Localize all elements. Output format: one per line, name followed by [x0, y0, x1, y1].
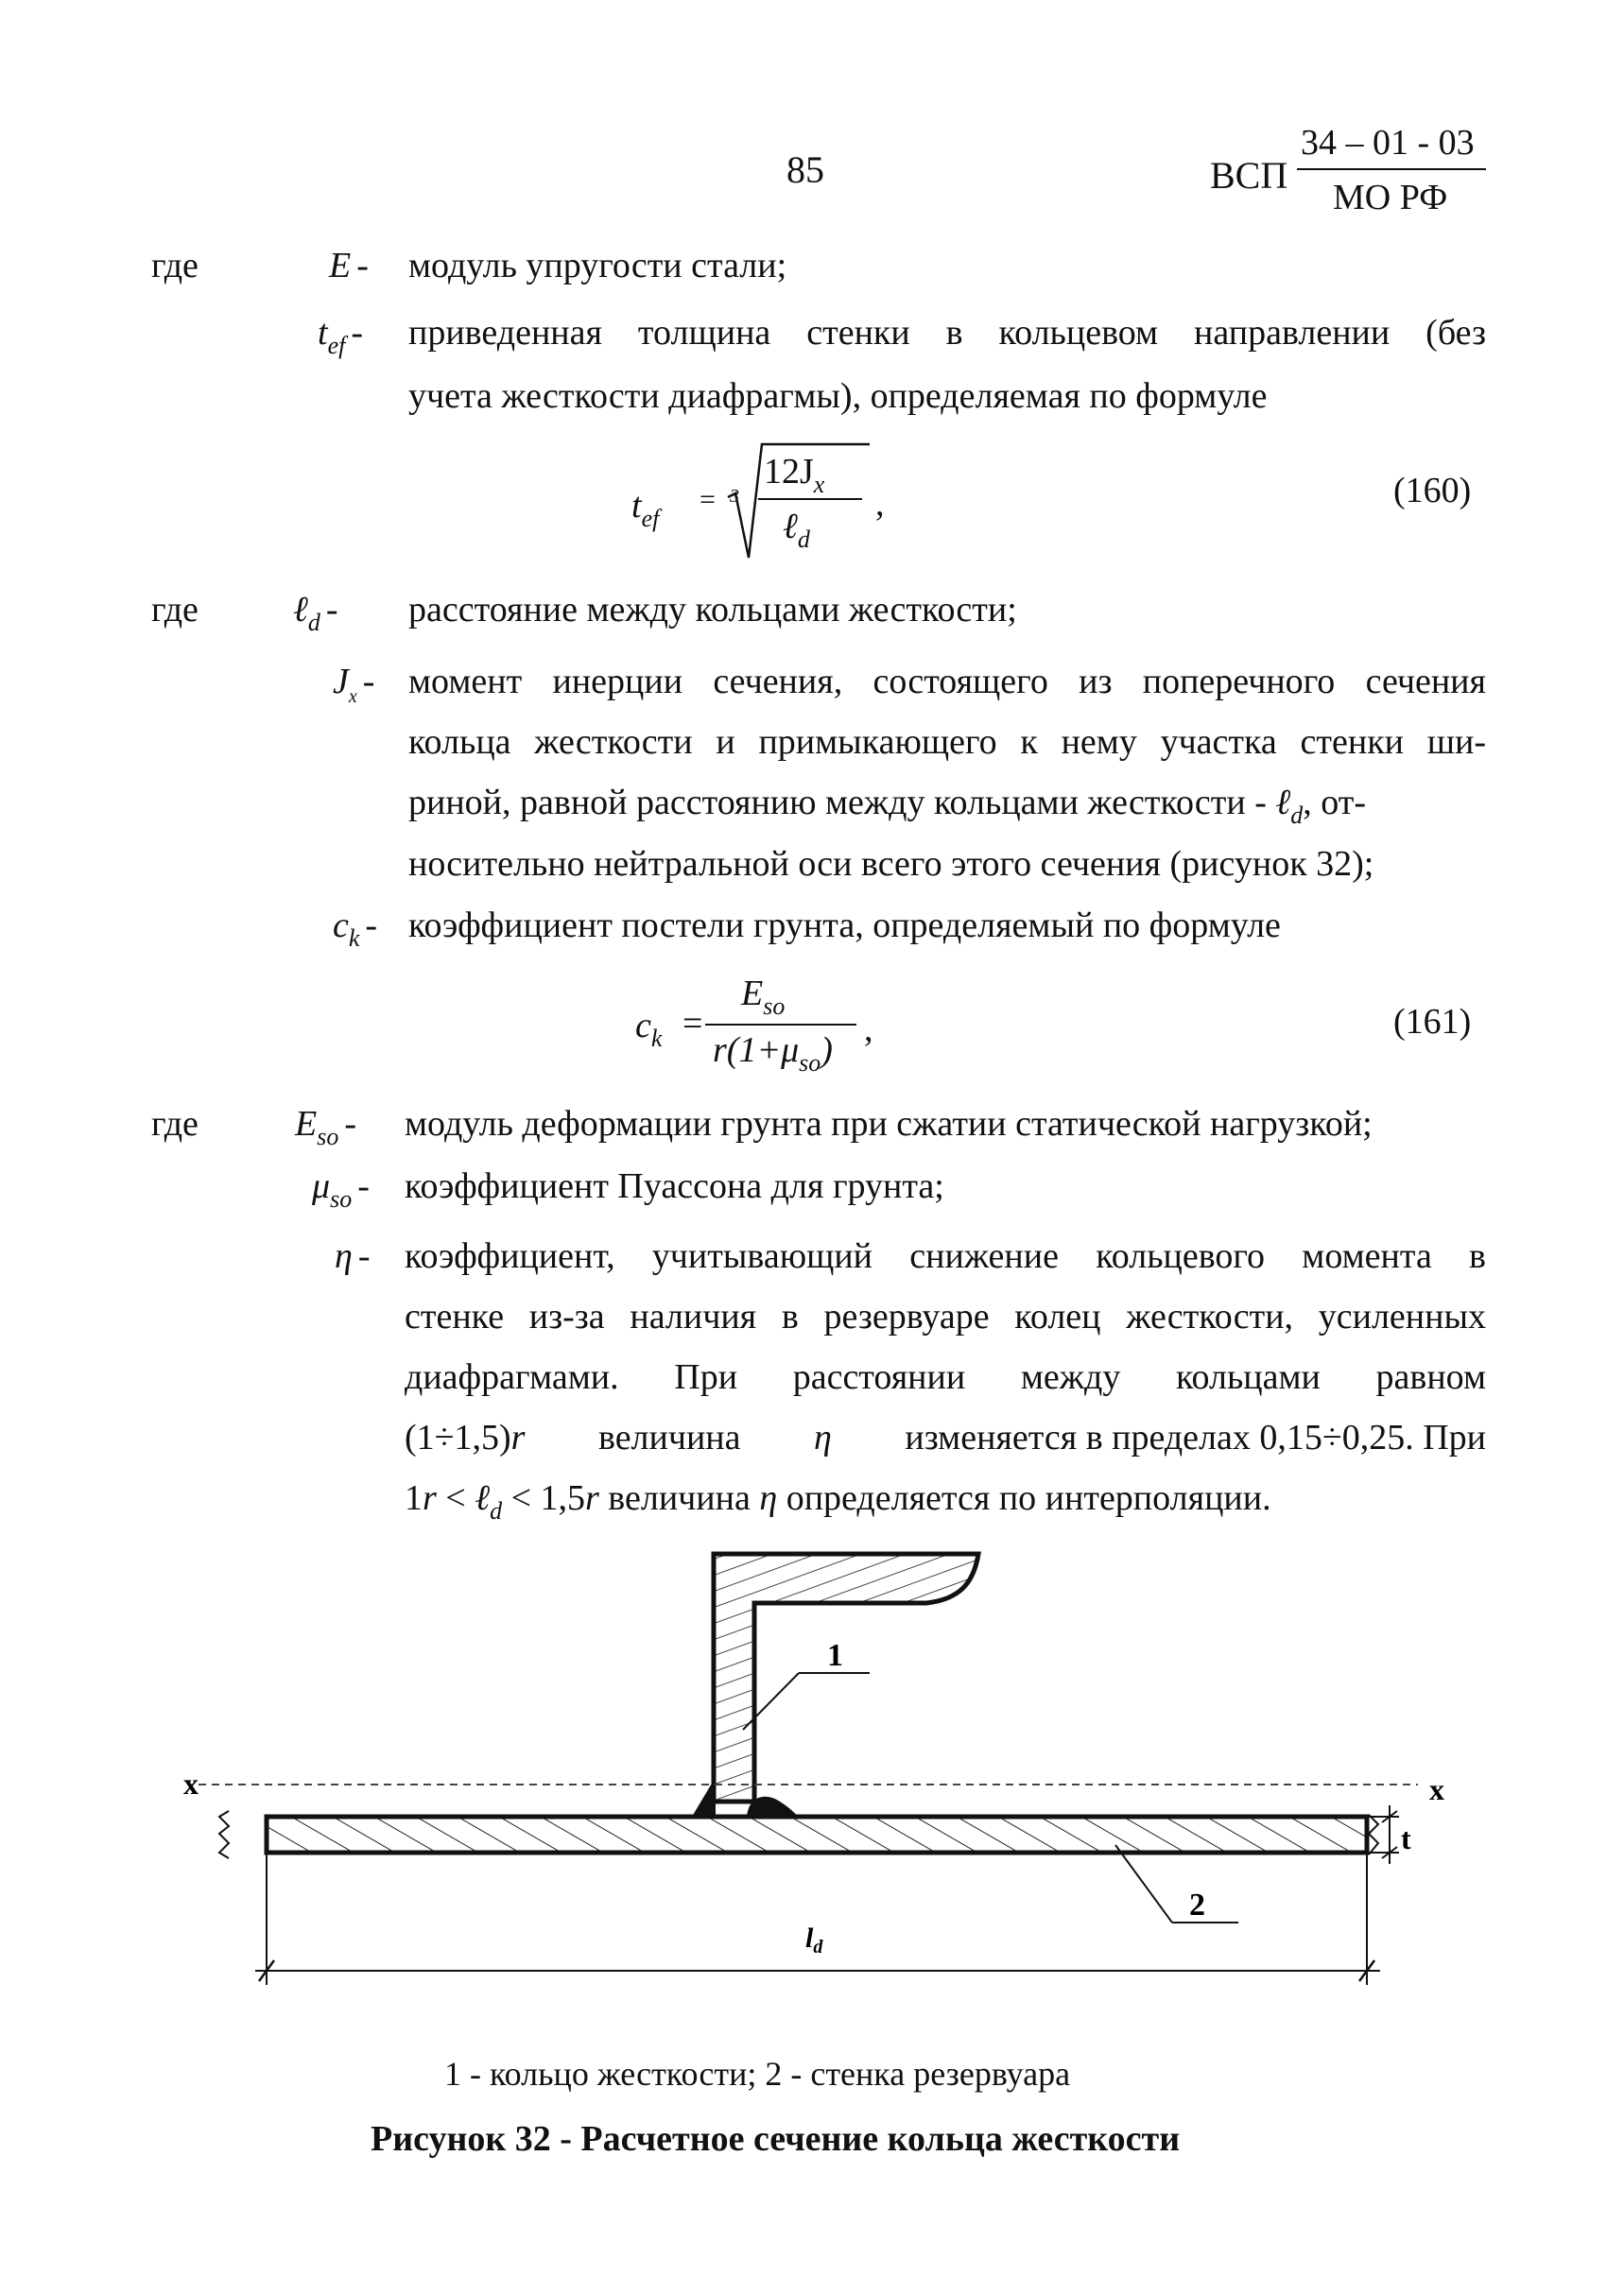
document-code-numerator: 34 – 01 - 03: [1301, 123, 1475, 163]
symbol-Jx: $J_x$ -: [333, 662, 375, 707]
formula-161-eq: =: [682, 1004, 703, 1044]
callout-label-2: 2: [1189, 1888, 1205, 1923]
formula-160-eq: =: [700, 484, 716, 515]
where-label-3: где: [151, 1104, 199, 1144]
document-code: [1210, 125, 1494, 219]
figure-32-diagram: [170, 1531, 1456, 2004]
callout-label-1: 1: [827, 1638, 843, 1673]
def-eta-line3: диафрагмами. При расстоянии между кольцами равном: [405, 1357, 1486, 1397]
axis-label-left: x: [183, 1767, 199, 1801]
def-eta-line5: 1r < ℓ$_d$ < 1,5r величина η определяется по интерполяции.: [405, 1478, 1271, 1525]
formula-160-root-index: 3: [730, 486, 739, 507]
formula-160-fraction-bar: [758, 498, 862, 500]
symbol-Eso: $E_{so}$ -: [295, 1104, 356, 1150]
figure-legend: 1 - кольцо жесткости; 2 - стенка резервуара: [444, 2055, 1071, 2093]
def-eta-line2: стенке из-за наличия в резервуаре колец жесткости, усиленных: [405, 1297, 1486, 1337]
formula-160: [624, 435, 885, 562]
where-label-2: где: [151, 590, 199, 630]
def-ld-text: расстояние между кольцами жесткости;: [408, 590, 1017, 630]
symbol-eta: η -: [335, 1236, 371, 1276]
formula-161-numerator: $E_{so}$: [741, 974, 786, 1020]
stiffening-ring: [714, 1554, 978, 1802]
symbol-ld: ℓ$_d$ -: [293, 590, 338, 636]
def-Jx-line4: носительно нейтральной оси всего этого сечения (рисунок 32);: [408, 844, 1374, 884]
formula-161-denominator: $r(1+\mu_{so})$: [713, 1030, 833, 1077]
formula-160-denominator: ℓ$_d$: [783, 507, 810, 553]
symbol-mu: $\mu_{so}$ -: [312, 1166, 370, 1213]
def-ck-text: коэффициент постели грунта, определяемый по формуле: [408, 906, 1281, 945]
thickness-label: t: [1401, 1821, 1411, 1855]
symbol-tef: $t_{ef}$ -: [318, 313, 363, 359]
formula-160-lhs: $t_{ef}$: [631, 486, 660, 532]
weld-left: [692, 1777, 716, 1817]
axis-label-right: x: [1429, 1772, 1444, 1806]
document-code-denominator: МО РФ: [1333, 178, 1448, 217]
right-thickness-mark: [1369, 1815, 1378, 1854]
document-code-prefix: ВСП: [1210, 154, 1288, 197]
def-Jx-line2: кольца жесткости и примыкающего к нему участка стенки ши-: [408, 722, 1486, 762]
figure-caption: Рисунок 32 - Расчетное сечение кольца жесткости: [371, 2119, 1181, 2159]
where-label-1: где: [151, 246, 199, 285]
formula-161-comma: ,: [864, 1009, 873, 1049]
formula-161-number: (161): [1393, 1002, 1472, 1042]
def-Jx-line3: риной, равной расстоянию между кольцами жесткости - ℓ$_d$, от-: [408, 783, 1366, 829]
def-tef-line2: учета жесткости диафрагмы), определяемая по формуле: [408, 376, 1268, 416]
def-eta-line4: (1÷1,5)r величина η изменяется в пределах 0,15÷0,25. При: [405, 1418, 1486, 1457]
def-Eso-text: модуль деформации грунта при сжатии статической нагрузкой;: [405, 1104, 1373, 1144]
left-thickness-mark: [219, 1811, 229, 1858]
formula-161-fraction-bar: [705, 1024, 856, 1026]
formula-160-number: (160): [1393, 471, 1472, 510]
symbol-E: E -: [329, 246, 369, 285]
leader-line-2: [1115, 1845, 1172, 1923]
def-E-text: модуль упругости стали;: [408, 246, 787, 285]
def-Jx-line1: момент инерции сечения, состоящего из поперечного сечения: [408, 662, 1486, 701]
page-number: 85: [786, 148, 824, 191]
formula-161: [624, 970, 889, 1083]
formula-161-lhs: $c_k$: [635, 1006, 663, 1052]
formula-160-numerator: $12J_x$: [764, 452, 825, 498]
formula-160-comma: ,: [875, 484, 885, 524]
document-code-fraction-bar: [1297, 168, 1486, 170]
def-eta-line1: коэффициент, учитывающий снижение кольцевого момента в: [405, 1236, 1486, 1276]
def-tef-line1: приведенная толщина стенки в кольцевом направлении (без: [408, 313, 1486, 353]
ld-label: $l_d$: [805, 1923, 823, 1958]
symbol-ck: $c_k$ -: [333, 906, 378, 952]
def-mu-text: коэффициент Пуассона для грунта;: [405, 1166, 944, 1206]
tank-wall-strip: [267, 1817, 1367, 1853]
